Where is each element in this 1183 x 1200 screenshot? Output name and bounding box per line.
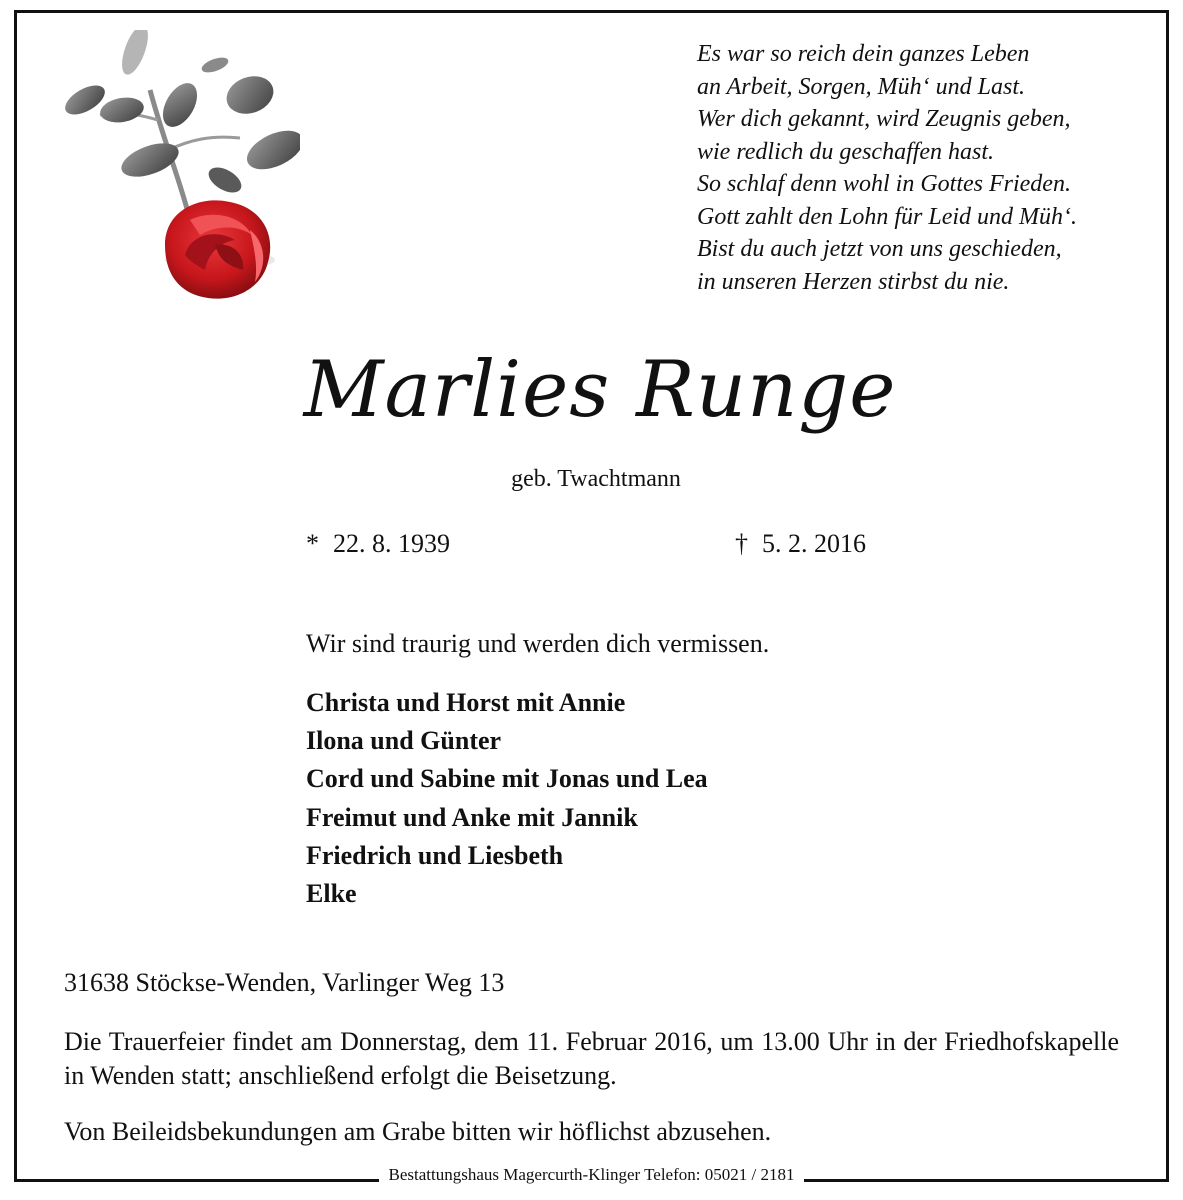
- funeral-home-footer: Bestattungshaus Magercurth-Klinger Telefon: 05021 / 2181: [379, 1162, 805, 1188]
- death-date: 5. 2. 2016: [762, 529, 866, 558]
- ceremony-info: Die Trauerfeier findet am Donnerstag, dem 11. Februar 2016, um 13.00 Uhr in der Friedhofskapelle in Wenden statt; anschließend erfolgt die Beisetzung.: [64, 1027, 1119, 1090]
- deceased-name: Marlies Runge: [303, 345, 897, 435]
- poem-line: wie redlich du geschaffen hast.: [697, 138, 995, 165]
- family-member: Cord und Sabine mit Jonas und Lea: [306, 764, 708, 794]
- maiden-name: geb. Twachtmann: [511, 466, 681, 492]
- poem-line: Es war so reich dein ganzes Leben: [697, 41, 1030, 67]
- death-date-line: [735, 528, 866, 560]
- footer-bar: [14, 1162, 1169, 1188]
- memorial-poem: [697, 38, 1147, 298]
- poem-line: in unseren Herzen stirbst du nie.: [697, 268, 1010, 295]
- cross-icon: †: [735, 529, 748, 558]
- poem-line: an Arbeit, Sorgen, Müh‘ und Last.: [697, 73, 1025, 100]
- family-member: Freimut und Anke mit Jannik: [306, 802, 638, 832]
- family-member: Ilona und Günter: [306, 726, 502, 756]
- red-rose-image: [40, 30, 300, 320]
- grief-message: Wir sind traurig und werden dich vermissen.: [306, 629, 770, 658]
- poem-line: Gott zahlt den Lohn für Leid und Müh‘.: [697, 203, 1078, 230]
- family-member: Christa und Horst mit Annie: [306, 688, 626, 717]
- birth-date: 22. 8. 1939: [333, 529, 450, 558]
- poem-line: Wer dich gekannt, wird Zeugnis geben,: [697, 106, 1071, 132]
- family-list: [306, 684, 708, 913]
- condolence-note: Von Beileidsbekundungen am Grabe bitten wir höflichst abzusehen.: [64, 1117, 772, 1146]
- family-member: Elke: [306, 879, 357, 909]
- poem-line: Bist du auch jetzt von uns geschieden,: [697, 236, 1062, 262]
- poem-line: So schlaf denn wohl in Gottes Frieden.: [697, 171, 1071, 197]
- family-member: Friedrich und Liesbeth: [306, 840, 564, 870]
- address: 31638 Stöckse-Wenden, Varlinger Weg 13: [64, 968, 505, 997]
- birth-date-line: [306, 528, 450, 560]
- birth-star-icon: *: [306, 529, 319, 558]
